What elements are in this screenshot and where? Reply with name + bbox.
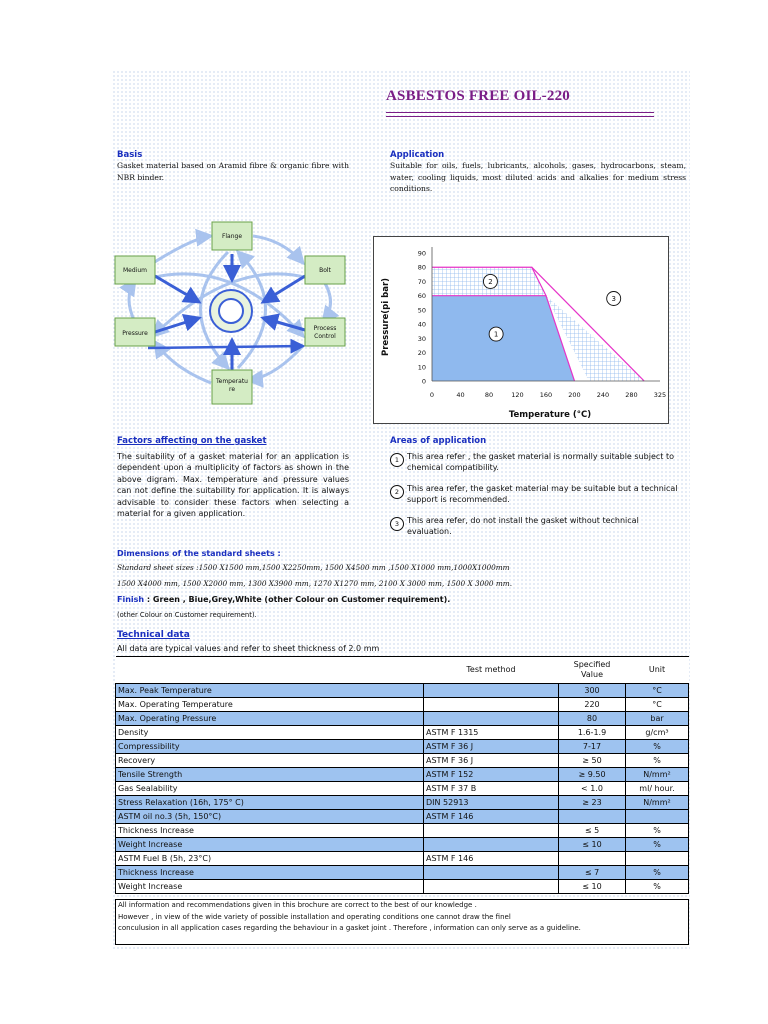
cell-property: Weight Increase [116, 880, 424, 894]
cell-test-method [424, 698, 559, 712]
dimensions-line-2: 1500 X4000 mm, 1500 X2000 mm, 1300 X3900 mm, 1270 X1270 mm, 2100 X 3000 mm, 1500 X 3000 mm. [117, 579, 513, 588]
cell-test-method [424, 866, 559, 880]
table-row [116, 712, 689, 726]
table-header-row [116, 657, 689, 684]
cell-unit: % [626, 880, 689, 894]
table-row [116, 796, 689, 810]
x-tick-label: 325 [653, 391, 667, 399]
x-axis-label: Temperature (°C) [508, 410, 592, 420]
table-row [116, 754, 689, 768]
cell-unit: % [626, 740, 689, 754]
cell-unit: % [626, 866, 689, 880]
cell-value: 7-17 [559, 740, 626, 754]
header-value-line-1: Specified [573, 660, 611, 669]
cell-unit: g/cm³ [626, 726, 689, 740]
area-number-2: 2 [390, 485, 404, 499]
node-pressure-label: Pressure [122, 330, 148, 337]
y-tick-label: 40 [417, 320, 426, 329]
cell-unit: % [626, 754, 689, 768]
y-tick-label: 20 [417, 349, 426, 358]
pt-chart [374, 237, 668, 423]
technical-heading: Technical data [117, 630, 190, 640]
cell-unit: bar [626, 712, 689, 726]
cell-property: Weight Increase [116, 838, 424, 852]
area-number-3: 3 [390, 517, 404, 531]
cell-test-method [424, 684, 559, 698]
dimensions-line-1: Standard sheet sizes :1500 X1500 mm,1500 X2250mm, 1500 X4500 mm ,1500 X1000 mm,1000X1000mm [117, 563, 510, 572]
y-tick-label: 0 [421, 377, 426, 386]
table-row [116, 866, 689, 880]
y-axis-label: Pressure(pi bar) [381, 277, 391, 357]
header-value-line-2: Value [581, 670, 603, 679]
cell-property: Max. Peak Temperature [116, 684, 424, 698]
node-temp-label-2: re [228, 386, 236, 393]
cell-unit: % [626, 838, 689, 852]
table-row [116, 740, 689, 754]
area-text-1: This area refer , the gasket material is normally suitable subject to chemical compatibility. [407, 452, 674, 472]
basis-heading: Basis [117, 150, 143, 160]
node-flange-label: Flange [221, 233, 243, 240]
cell-test-method [424, 838, 559, 852]
cell-test-method: ASTM F 1315 [424, 726, 559, 740]
cell-value: ≤ 7 [559, 866, 626, 880]
cell-property: ASTM oil no.3 (5h, 150°C) [116, 810, 424, 824]
disclaimer-notes [115, 899, 689, 945]
document-title: ASBESTOS FREE OIL-220 [386, 88, 570, 104]
disclaimer-line-3: conculusion in all application cases regarding the behaviour in a gasket joint . Therefore , information can only serve as a guideline. [118, 924, 581, 933]
cell-value: ≥ 23 [559, 796, 626, 810]
table-row [116, 838, 689, 852]
cell-test-method: ASTM F 36 J [424, 754, 559, 768]
table-row [116, 810, 689, 824]
cell-value [559, 810, 626, 824]
header-property [116, 657, 424, 684]
finish-note: (other Colour on Customer requirement). [117, 611, 257, 619]
x-tick-label: 0 [429, 391, 435, 399]
y-tick-label: 10 [417, 363, 426, 372]
x-tick-label: 280 [625, 391, 638, 399]
area-text-3: This area refer, do not install the gasket without technical evaluation. [407, 516, 639, 536]
area-text-2: This area refer, the gasket material may be suitable but a technical support is recommended. [407, 484, 678, 504]
x-tick-label: 160 [539, 391, 553, 399]
cell-unit: °C [626, 698, 689, 712]
cell-value: ≤ 5 [559, 824, 626, 838]
table-row [116, 684, 689, 698]
cell-test-method [424, 712, 559, 726]
cell-unit: N/mm² [626, 768, 689, 782]
node-process-label-1: Process [313, 325, 337, 332]
cell-unit: N/mm² [626, 796, 689, 810]
pt-chart-frame [373, 236, 669, 424]
region-label-text: 2 [488, 278, 493, 287]
cell-unit: % [626, 824, 689, 838]
cell-unit [626, 852, 689, 866]
x-tick-label: 40 [456, 391, 465, 399]
cell-value: 1.6-1.9 [559, 726, 626, 740]
cell-value [559, 852, 626, 866]
cell-property: ASTM Fuel B (5h, 23°C) [116, 852, 424, 866]
y-tick-label: 30 [417, 334, 426, 343]
table-row [116, 698, 689, 712]
cell-unit: ml/ hour. [626, 782, 689, 796]
application-text: Suitable for oils, fuels, lubricants, alcohols, gases, hydrocarbons, steam, water, cooling liquids, most diluted acids and alkalies for medium stress conditions. [390, 161, 686, 193]
header-specified-value [559, 657, 626, 684]
factors-heading: Factors affecting on the gasket [117, 436, 267, 446]
node-process-control [305, 318, 345, 346]
areas-heading: Areas of application [390, 436, 487, 446]
finish-line [117, 595, 450, 604]
cell-unit [626, 810, 689, 824]
y-tick-label: 90 [417, 249, 426, 258]
technical-subtitle: All data are typical values and refer to sheet thickness of 2.0 mm [117, 644, 380, 653]
y-tick-label: 70 [417, 277, 426, 286]
disclaimer-line-1: All information and recommendations given in this brochure are correct to the best of our knowledge . [118, 901, 477, 909]
cell-value: < 1.0 [559, 782, 626, 796]
area-item-3 [390, 515, 680, 539]
table-row [116, 880, 689, 894]
factors-diagram [113, 218, 355, 408]
finish-label: Finish [117, 595, 145, 604]
cell-value: 80 [559, 712, 626, 726]
region-label-text: 1 [493, 330, 499, 339]
header-unit: Unit [626, 657, 689, 684]
cell-property: Tensile Strength [116, 768, 424, 782]
finish-text: : Green , Biue,Grey,White (other Colour on Customer requirement). [144, 595, 451, 604]
cell-test-method: ASTM F 146 [424, 810, 559, 824]
node-temp-label-1: Temperatu [216, 378, 248, 385]
node-bolt-label: Bolt [319, 267, 331, 274]
cell-test-method: ASTM F 146 [424, 852, 559, 866]
cell-test-method: ASTM F 152 [424, 768, 559, 782]
table-row [116, 726, 689, 740]
table-row [116, 782, 689, 796]
cell-property: Recovery [116, 754, 424, 768]
cell-test-method [424, 824, 559, 838]
node-medium-label: Medium [123, 267, 147, 274]
region-label-text: 3 [611, 295, 616, 304]
title-underline [386, 112, 654, 117]
header-test-method: Test method [424, 657, 559, 684]
y-tick-label: 50 [417, 306, 426, 315]
table-row [116, 768, 689, 782]
cell-test-method: DIN 52913 [424, 796, 559, 810]
cell-test-method: ASTM F 36 J [424, 740, 559, 754]
disclaimer-line-2: However , in view of the wide variety of possible installation and operating conditions one cannot draw the finel [118, 912, 511, 921]
x-tick-label: 240 [596, 391, 610, 399]
y-tick-label: 60 [417, 292, 426, 301]
area-item-2 [390, 483, 680, 507]
technical-data-table [115, 656, 689, 894]
factors-text: The suitability of a gasket material for an application is dependent upon a multiplicity of factors as shown in the above digram. Max. temperature and pressure values can not define the suitability for application. It is always advisable to consider these factors when selecting a material for a given application. [117, 452, 349, 519]
area-item-1 [390, 451, 680, 475]
cell-test-method: ASTM F 37 B [424, 782, 559, 796]
x-tick-label: 200 [568, 391, 581, 399]
cell-property: Stress Relaxation (16h, 175° C) [116, 796, 424, 810]
cell-value: ≤ 10 [559, 880, 626, 894]
application-heading: Application [390, 150, 445, 160]
table-row [116, 852, 689, 866]
cell-property: Thickness Increase [116, 866, 424, 880]
y-tick-label: 80 [417, 263, 426, 272]
dimensions-heading: Dimensions of the standard sheets : [117, 549, 281, 558]
cell-property: Max. Operating Temperature [116, 698, 424, 712]
basis-text: Gasket material based on Aramid fibre & organic fibre with NBR binder. [117, 161, 349, 182]
cell-value: ≥ 9.50 [559, 768, 626, 782]
area-number-1: 1 [390, 453, 404, 467]
cell-value: ≥ 50 [559, 754, 626, 768]
cell-value: 300 [559, 684, 626, 698]
cell-property: Max. Operating Pressure [116, 712, 424, 726]
cell-unit: °C [626, 684, 689, 698]
cell-value: ≤ 10 [559, 838, 626, 852]
cell-property: Compressibility [116, 740, 424, 754]
cell-property: Gas Sealability [116, 782, 424, 796]
x-tick-label: 80 [484, 391, 494, 399]
cell-value: 220 [559, 698, 626, 712]
table-row [116, 824, 689, 838]
node-process-label-2: Control [314, 333, 336, 340]
x-tick-label: 120 [511, 391, 524, 399]
cell-property: Density [116, 726, 424, 740]
cell-test-method [424, 880, 559, 894]
cell-property: Thickness Increase [116, 824, 424, 838]
